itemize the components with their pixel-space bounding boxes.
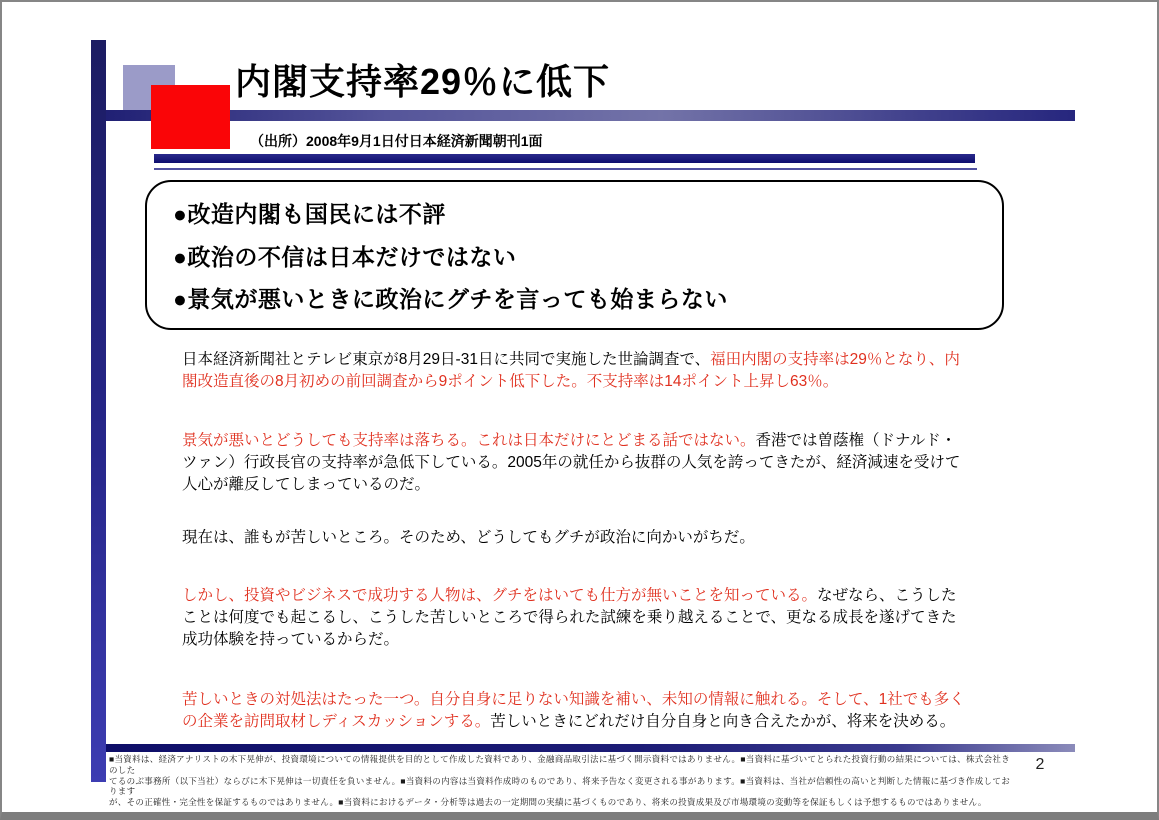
paragraph-5-red-run: 苦しいときの対処法はたった一つ。自分自身に足りない知識を補い、未知の情報に触れる。そして、1社でも多くの企業を訪問取材しディスカッションする。 [182,691,965,730]
paragraph-5-black-run: 苦しいときにどれだけ自分自身と向き合えたかが、将来を決める。 [490,713,956,730]
paragraph-3 [182,527,970,549]
paragraph-1 [182,349,970,393]
header-divider-bar [154,154,975,163]
disclaimer-line-3: が、その正確性・完全性を保証するものではありません。■当資料におけるデータ・分析等は過去の一定期間の実績に基づくものであり、将来の投資成果及び市場環境の変動等を保証もしくは予想するものではありません。 [109,797,987,808]
paragraph-4-red-run: しかし、投資やビジネスで成功する人物は、グチをはいても仕方が無いことを知っている。 [182,587,818,604]
key-point-2: ●政治の不信は日本だけではない [173,243,517,270]
paragraph-4-black-run: なぜなら、こうしたことは何度でも起こるし、こうした苦しいところで得られた試練を乗り越えることで、更なる成長を遂げてきた成功体験を持っているからだ。 [182,587,957,648]
disclaimer-line-2: てるのぶ事務所（以下当社）ならびに木下晃伸は一切責任を負いません。■当資料の内容は当資料作成時のものであり、将来予告なく変更される事があります。■当資料は、当社が信頼性の高いと判断した情報に基づき作成しております [109,775,1010,797]
paragraph-2 [182,430,970,496]
key-point-1: ●改造内閣も国民には不評 [173,200,446,227]
disclaimer-text [109,754,1010,808]
left-accent-bar [91,40,106,782]
decor-red-square [151,85,230,149]
paragraph-2-red-run: 景気が悪いとどうしても支持率は落ちる。これは日本だけにとどまる話ではない。 [182,432,756,449]
footer-divider-bar [106,744,1075,752]
source-caption: （出所）2008年9月1日付日本経済新聞朝刊1面 [250,133,543,149]
paragraph-5 [182,689,970,733]
header-divider-line [154,168,977,170]
paragraph-4 [182,585,970,651]
slide-title: 内閣支持率29％に低下 [235,61,611,102]
paragraph-3-black-run: 現在は、誰もが苦しいところ。そのため、どうしてもグチが政治に向かいがちだ。 [182,529,755,546]
disclaimer-line-1: ■当資料は、経済アナリストの木下晃伸が、投資環境についての情報提供を目的として作成した資料であり、金融商品取引法に基づく開示資料ではありません。■当資料に基づいてとられた投資行動の結果については、株式会社きのした [109,754,1010,775]
page-number: 2 [1035,756,1045,773]
title-underline-gradient-bar [91,110,1075,121]
paragraph-1-red-run: 福田内閣の支持率は29％となり、内閣改造直後の8月初めの前回調査から9ポイント低下した。不支持率は14ポイント上昇し63％。 [182,351,960,390]
key-point-3: ●景気が悪いときに政治にグチを言っても始まらない [173,286,728,313]
paragraph-1-black-run: 日本経済新聞社とテレビ東京が8月29日-31日に共同で実施した世論調査で、 [182,351,711,368]
paragraph-2-black-run: 香港では曽蔭権（ドナルド・ツァン）行政長官の支持率が急低下している。2005年の就任から抜群の人気を誇ってきたが、経済減速を受けて人心が離反してしまっているのだ。 [182,432,961,493]
key-points-box [145,180,1004,330]
